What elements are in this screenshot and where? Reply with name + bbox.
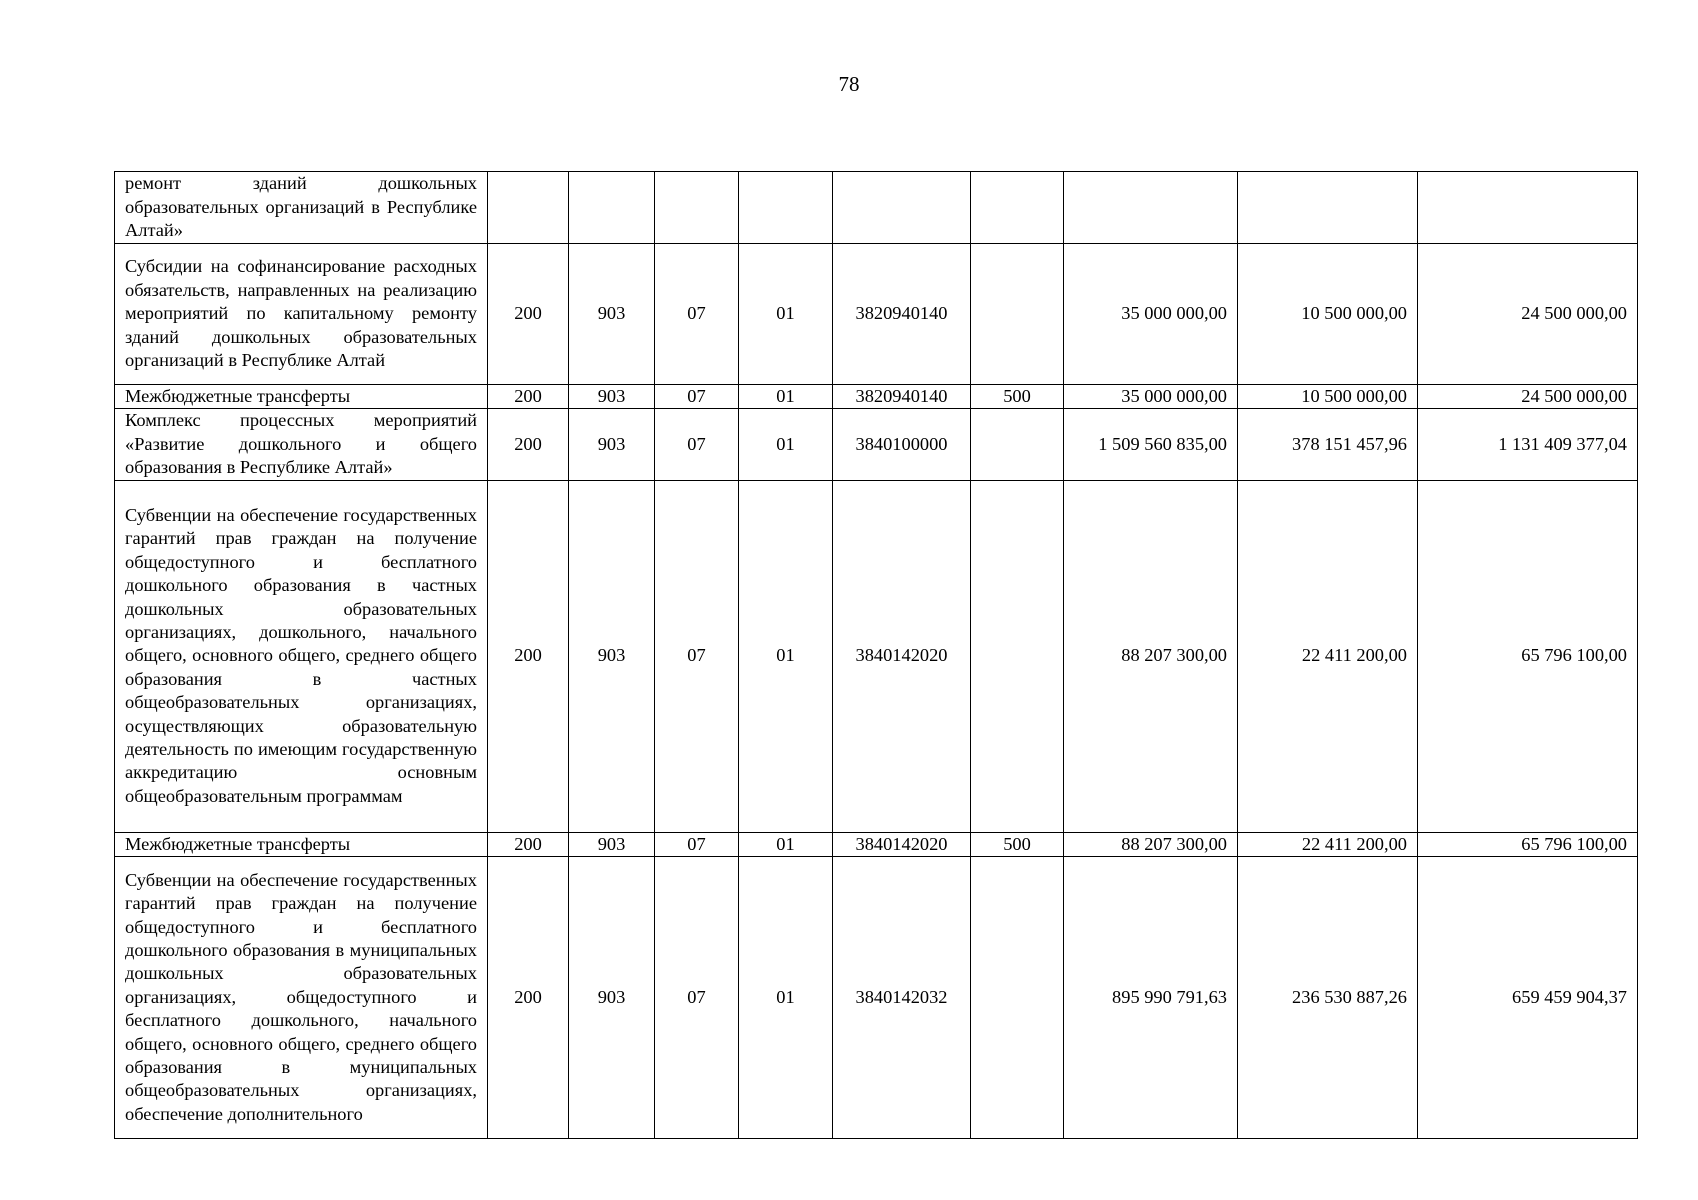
code-cell: 903 bbox=[569, 832, 655, 856]
amount-cell: 65 796 100,00 bbox=[1418, 480, 1638, 832]
code-cell: 500 bbox=[971, 832, 1064, 856]
code-cell bbox=[971, 857, 1064, 1139]
amount-cell: 378 151 457,96 bbox=[1238, 409, 1418, 480]
amount-total-cell: 35 000 000,00 bbox=[1064, 244, 1238, 385]
amount-total-cell: 895 990 791,63 bbox=[1064, 857, 1238, 1139]
code-cell: 3840142032 bbox=[833, 857, 971, 1139]
row-description: Межбюджетные трансферты bbox=[115, 832, 488, 856]
code-cell bbox=[971, 172, 1064, 244]
code-cell bbox=[569, 172, 655, 244]
code-cell: 200 bbox=[488, 832, 569, 856]
code-cell: 01 bbox=[739, 409, 833, 480]
code-cell: 903 bbox=[569, 409, 655, 480]
amount-cell: 22 411 200,00 bbox=[1238, 480, 1418, 832]
table-row bbox=[115, 385, 1638, 409]
amount-cell: 659 459 904,37 bbox=[1418, 857, 1638, 1139]
code-cell bbox=[971, 480, 1064, 832]
amount-cell: 10 500 000,00 bbox=[1238, 385, 1418, 409]
code-cell: 07 bbox=[655, 832, 739, 856]
amount-cell bbox=[1238, 172, 1418, 244]
amount-cell: 10 500 000,00 bbox=[1238, 244, 1418, 385]
amount-cell: 65 796 100,00 bbox=[1418, 832, 1638, 856]
code-cell: 200 bbox=[488, 244, 569, 385]
code-cell: 3840142020 bbox=[833, 480, 971, 832]
code-cell bbox=[655, 172, 739, 244]
amount-total-cell: 88 207 300,00 bbox=[1064, 832, 1238, 856]
amount-cell: 24 500 000,00 bbox=[1418, 385, 1638, 409]
code-cell: 903 bbox=[569, 385, 655, 409]
code-cell: 01 bbox=[739, 857, 833, 1139]
amount-total-cell bbox=[1064, 172, 1238, 244]
amount-cell: 236 530 887,26 bbox=[1238, 857, 1418, 1139]
amount-total-cell: 1 509 560 835,00 bbox=[1064, 409, 1238, 480]
code-cell: 07 bbox=[655, 409, 739, 480]
code-cell: 200 bbox=[488, 409, 569, 480]
amount-cell: 1 131 409 377,04 bbox=[1418, 409, 1638, 480]
code-cell: 3840142020 bbox=[833, 832, 971, 856]
table-row bbox=[115, 172, 1638, 244]
code-cell: 903 bbox=[569, 244, 655, 385]
code-cell: 07 bbox=[655, 244, 739, 385]
code-cell: 07 bbox=[655, 857, 739, 1139]
code-cell: 3820940140 bbox=[833, 244, 971, 385]
budget-table bbox=[114, 171, 1638, 1139]
code-cell bbox=[833, 172, 971, 244]
amount-cell bbox=[1418, 172, 1638, 244]
code-cell: 3820940140 bbox=[833, 385, 971, 409]
code-cell: 200 bbox=[488, 385, 569, 409]
code-cell bbox=[971, 409, 1064, 480]
amount-total-cell: 88 207 300,00 bbox=[1064, 480, 1238, 832]
code-cell: 500 bbox=[971, 385, 1064, 409]
code-cell: 3840100000 bbox=[833, 409, 971, 480]
row-description: Субвенции на обеспечение государственных гарантий прав граждан на получение общедоступного и бесплатного дошкольного образования в муниципальных дошкольных образовательных организациях, общедоступного и бесплатного дошкольного, начального общего, основного общего, среднего общего образования в муниципальных общеобразовательных организациях, обеспечение дополнительного bbox=[115, 857, 488, 1139]
table-row bbox=[115, 409, 1638, 480]
code-cell bbox=[739, 172, 833, 244]
row-description: Комплекс процессных мероприятий «Развитие дошкольного и общего образования в Республике Алтай» bbox=[115, 409, 488, 480]
code-cell: 903 bbox=[569, 857, 655, 1139]
table-row bbox=[115, 832, 1638, 856]
amount-cell: 22 411 200,00 bbox=[1238, 832, 1418, 856]
amount-cell: 24 500 000,00 bbox=[1418, 244, 1638, 385]
code-cell: 01 bbox=[739, 480, 833, 832]
code-cell bbox=[971, 244, 1064, 385]
code-cell: 200 bbox=[488, 480, 569, 832]
row-description: Субвенции на обеспечение государственных гарантий прав граждан на получение общедоступного и бесплатного дошкольного образования в частных дошкольных образовательных организациях, дошкольного, начального общего, основного общего, среднего общего образования в частных общеобразовательных организациях, осуществляющих образовательную деятельность по имеющим государственную аккредитацию основным общеобразовательным программам bbox=[115, 480, 488, 832]
row-description: Субсидии на софинансирование расходных обязательств, направленных на реализацию мероприятий по капитальному ремонту зданий дошкольных образовательных организаций в Республике Алтай bbox=[115, 244, 488, 385]
table-row bbox=[115, 857, 1638, 1139]
code-cell: 07 bbox=[655, 385, 739, 409]
code-cell: 07 bbox=[655, 480, 739, 832]
row-description: ремонт зданий дошкольных образовательных организаций в Республике Алтай» bbox=[115, 172, 488, 244]
table-row bbox=[115, 480, 1638, 832]
amount-total-cell: 35 000 000,00 bbox=[1064, 385, 1238, 409]
table-row bbox=[115, 244, 1638, 385]
row-description: Межбюджетные трансферты bbox=[115, 385, 488, 409]
code-cell: 01 bbox=[739, 832, 833, 856]
page-number: 78 bbox=[838, 72, 860, 96]
code-cell: 01 bbox=[739, 385, 833, 409]
code-cell bbox=[488, 172, 569, 244]
code-cell: 903 bbox=[569, 480, 655, 832]
code-cell: 200 bbox=[488, 857, 569, 1139]
code-cell: 01 bbox=[739, 244, 833, 385]
